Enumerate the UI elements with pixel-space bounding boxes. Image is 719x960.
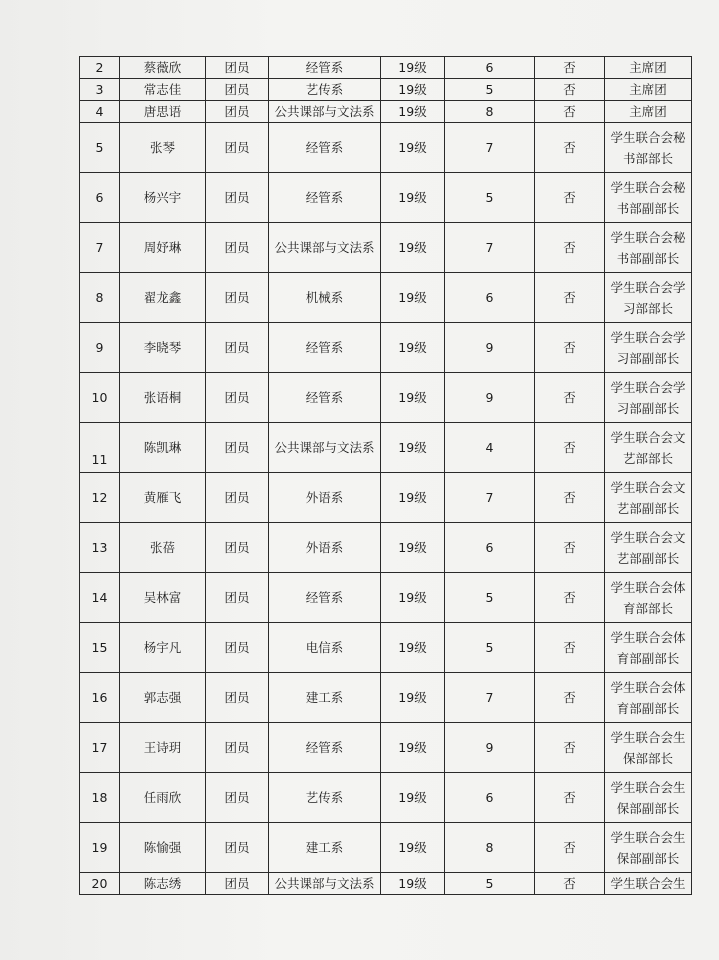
cell-flag: 否 bbox=[535, 57, 605, 79]
cell-department: 机械系 bbox=[269, 273, 381, 323]
cell-flag: 否 bbox=[535, 423, 605, 473]
cell-flag: 否 bbox=[535, 323, 605, 373]
cell-political-status: 团员 bbox=[206, 223, 269, 273]
cell-grade: 19级 bbox=[381, 223, 445, 273]
table-row bbox=[80, 573, 692, 623]
cell-flag: 否 bbox=[535, 523, 605, 573]
cell-grade: 19级 bbox=[381, 57, 445, 79]
cell-political-status: 团员 bbox=[206, 823, 269, 873]
cell-department: 公共课部与文法系 bbox=[269, 223, 381, 273]
roster-table bbox=[79, 56, 692, 895]
table-row bbox=[80, 101, 692, 123]
cell-index: 8 bbox=[80, 273, 120, 323]
cell-grade: 19级 bbox=[381, 673, 445, 723]
cell-index: 4 bbox=[80, 101, 120, 123]
cell-political-status: 团员 bbox=[206, 101, 269, 123]
cell-department: 经管系 bbox=[269, 373, 381, 423]
cell-department: 经管系 bbox=[269, 723, 381, 773]
table-row bbox=[80, 423, 692, 473]
cell-grade: 19级 bbox=[381, 623, 445, 673]
cell-grade: 19级 bbox=[381, 79, 445, 101]
cell-position: 学生联合会文艺部副部长 bbox=[605, 523, 692, 573]
cell-index: 20 bbox=[80, 873, 120, 895]
table-row bbox=[80, 223, 692, 273]
cell-count: 5 bbox=[445, 173, 535, 223]
cell-flag: 否 bbox=[535, 823, 605, 873]
cell-department: 经管系 bbox=[269, 173, 381, 223]
cell-index: 16 bbox=[80, 673, 120, 723]
cell-name: 李晓琴 bbox=[120, 323, 206, 373]
cell-count: 7 bbox=[445, 223, 535, 273]
cell-index: 18 bbox=[80, 773, 120, 823]
cell-grade: 19级 bbox=[381, 473, 445, 523]
cell-name: 王诗玥 bbox=[120, 723, 206, 773]
cell-name: 张语桐 bbox=[120, 373, 206, 423]
cell-index: 9 bbox=[80, 323, 120, 373]
table-row bbox=[80, 323, 692, 373]
cell-name: 黄雁飞 bbox=[120, 473, 206, 523]
cell-flag: 否 bbox=[535, 101, 605, 123]
cell-count: 6 bbox=[445, 273, 535, 323]
cell-position: 学生联合会生 bbox=[605, 873, 692, 895]
cell-count: 7 bbox=[445, 123, 535, 173]
cell-political-status: 团员 bbox=[206, 79, 269, 101]
cell-grade: 19级 bbox=[381, 123, 445, 173]
cell-name: 张琴 bbox=[120, 123, 206, 173]
cell-count: 9 bbox=[445, 373, 535, 423]
cell-department: 艺传系 bbox=[269, 79, 381, 101]
cell-department: 公共课部与文法系 bbox=[269, 873, 381, 895]
cell-name: 翟龙鑫 bbox=[120, 273, 206, 323]
cell-name: 周妤琳 bbox=[120, 223, 206, 273]
cell-index: 5 bbox=[80, 123, 120, 173]
cell-index: 14 bbox=[80, 573, 120, 623]
cell-position: 主席团 bbox=[605, 57, 692, 79]
table-row bbox=[80, 473, 692, 523]
cell-political-status: 团员 bbox=[206, 773, 269, 823]
cell-department: 公共课部与文法系 bbox=[269, 423, 381, 473]
cell-political-status: 团员 bbox=[206, 373, 269, 423]
table-row bbox=[80, 873, 692, 895]
cell-count: 9 bbox=[445, 323, 535, 373]
cell-flag: 否 bbox=[535, 873, 605, 895]
cell-position: 学生联合会生保部副部长 bbox=[605, 823, 692, 873]
cell-flag: 否 bbox=[535, 173, 605, 223]
cell-position: 学生联合会体育部副部长 bbox=[605, 673, 692, 723]
cell-flag: 否 bbox=[535, 123, 605, 173]
cell-count: 8 bbox=[445, 101, 535, 123]
cell-position: 学生联合会秘书部副部长 bbox=[605, 173, 692, 223]
cell-count: 5 bbox=[445, 573, 535, 623]
cell-position: 学生联合会体育部副部长 bbox=[605, 623, 692, 673]
table-row bbox=[80, 623, 692, 673]
cell-index: 11 bbox=[80, 423, 120, 473]
cell-name: 杨兴宇 bbox=[120, 173, 206, 223]
cell-grade: 19级 bbox=[381, 323, 445, 373]
cell-grade: 19级 bbox=[381, 823, 445, 873]
cell-index: 10 bbox=[80, 373, 120, 423]
cell-department: 外语系 bbox=[269, 473, 381, 523]
table-row bbox=[80, 523, 692, 573]
cell-grade: 19级 bbox=[381, 573, 445, 623]
cell-flag: 否 bbox=[535, 723, 605, 773]
cell-political-status: 团员 bbox=[206, 873, 269, 895]
table-row bbox=[80, 723, 692, 773]
cell-index: 17 bbox=[80, 723, 120, 773]
cell-count: 7 bbox=[445, 673, 535, 723]
cell-position: 主席团 bbox=[605, 101, 692, 123]
cell-position: 学生联合会文艺部部长 bbox=[605, 423, 692, 473]
cell-count: 5 bbox=[445, 873, 535, 895]
cell-index: 7 bbox=[80, 223, 120, 273]
cell-grade: 19级 bbox=[381, 723, 445, 773]
cell-position: 学生联合会秘书部副部长 bbox=[605, 223, 692, 273]
cell-count: 6 bbox=[445, 523, 535, 573]
cell-grade: 19级 bbox=[381, 101, 445, 123]
cell-count: 6 bbox=[445, 57, 535, 79]
cell-grade: 19级 bbox=[381, 523, 445, 573]
cell-department: 建工系 bbox=[269, 673, 381, 723]
cell-index: 19 bbox=[80, 823, 120, 873]
table-row bbox=[80, 273, 692, 323]
cell-count: 9 bbox=[445, 723, 535, 773]
cell-grade: 19级 bbox=[381, 373, 445, 423]
table-row bbox=[80, 79, 692, 101]
cell-flag: 否 bbox=[535, 79, 605, 101]
cell-name: 张蓓 bbox=[120, 523, 206, 573]
cell-political-status: 团员 bbox=[206, 123, 269, 173]
cell-political-status: 团员 bbox=[206, 673, 269, 723]
cell-grade: 19级 bbox=[381, 873, 445, 895]
cell-position: 学生联合会秘书部部长 bbox=[605, 123, 692, 173]
cell-department: 电信系 bbox=[269, 623, 381, 673]
cell-position: 学生联合会体育部部长 bbox=[605, 573, 692, 623]
cell-name: 任雨欣 bbox=[120, 773, 206, 823]
cell-grade: 19级 bbox=[381, 423, 445, 473]
cell-political-status: 团员 bbox=[206, 173, 269, 223]
cell-position: 学生联合会学习部部长 bbox=[605, 273, 692, 323]
roster-body bbox=[80, 57, 692, 895]
cell-political-status: 团员 bbox=[206, 273, 269, 323]
cell-flag: 否 bbox=[535, 573, 605, 623]
cell-flag: 否 bbox=[535, 373, 605, 423]
cell-index: 12 bbox=[80, 473, 120, 523]
cell-name: 陈志绣 bbox=[120, 873, 206, 895]
table-row bbox=[80, 173, 692, 223]
cell-index: 3 bbox=[80, 79, 120, 101]
table-row bbox=[80, 373, 692, 423]
cell-grade: 19级 bbox=[381, 173, 445, 223]
cell-department: 建工系 bbox=[269, 823, 381, 873]
cell-department: 公共课部与文法系 bbox=[269, 101, 381, 123]
cell-index: 15 bbox=[80, 623, 120, 673]
cell-political-status: 团员 bbox=[206, 473, 269, 523]
cell-department: 经管系 bbox=[269, 573, 381, 623]
cell-name: 陈凯琳 bbox=[120, 423, 206, 473]
cell-department: 艺传系 bbox=[269, 773, 381, 823]
cell-position: 学生联合会生保部副部长 bbox=[605, 773, 692, 823]
cell-name: 陈愉强 bbox=[120, 823, 206, 873]
cell-index: 13 bbox=[80, 523, 120, 573]
cell-index: 6 bbox=[80, 173, 120, 223]
cell-grade: 19级 bbox=[381, 773, 445, 823]
cell-count: 7 bbox=[445, 473, 535, 523]
cell-political-status: 团员 bbox=[206, 573, 269, 623]
cell-political-status: 团员 bbox=[206, 523, 269, 573]
cell-political-status: 团员 bbox=[206, 57, 269, 79]
cell-department: 经管系 bbox=[269, 57, 381, 79]
cell-flag: 否 bbox=[535, 673, 605, 723]
table-row bbox=[80, 823, 692, 873]
cell-flag: 否 bbox=[535, 773, 605, 823]
cell-count: 5 bbox=[445, 79, 535, 101]
cell-department: 经管系 bbox=[269, 123, 381, 173]
table-row bbox=[80, 773, 692, 823]
cell-position: 学生联合会学习部副部长 bbox=[605, 323, 692, 373]
table-row bbox=[80, 57, 692, 79]
cell-flag: 否 bbox=[535, 273, 605, 323]
cell-name: 常志佳 bbox=[120, 79, 206, 101]
cell-index: 2 bbox=[80, 57, 120, 79]
cell-political-status: 团员 bbox=[206, 723, 269, 773]
table-row bbox=[80, 673, 692, 723]
cell-flag: 否 bbox=[535, 223, 605, 273]
cell-flag: 否 bbox=[535, 623, 605, 673]
cell-political-status: 团员 bbox=[206, 423, 269, 473]
cell-name: 唐思语 bbox=[120, 101, 206, 123]
cell-position: 学生联合会文艺部副部长 bbox=[605, 473, 692, 523]
cell-name: 吴林富 bbox=[120, 573, 206, 623]
cell-department: 外语系 bbox=[269, 523, 381, 573]
cell-political-status: 团员 bbox=[206, 623, 269, 673]
cell-political-status: 团员 bbox=[206, 323, 269, 373]
cell-name: 蔡薇欣 bbox=[120, 57, 206, 79]
table-row bbox=[80, 123, 692, 173]
cell-position: 主席团 bbox=[605, 79, 692, 101]
cell-name: 杨宇凡 bbox=[120, 623, 206, 673]
cell-position: 学生联合会学习部副部长 bbox=[605, 373, 692, 423]
cell-count: 5 bbox=[445, 623, 535, 673]
cell-position: 学生联合会生保部部长 bbox=[605, 723, 692, 773]
cell-department: 经管系 bbox=[269, 323, 381, 373]
cell-name: 郭志强 bbox=[120, 673, 206, 723]
cell-flag: 否 bbox=[535, 473, 605, 523]
cell-grade: 19级 bbox=[381, 273, 445, 323]
cell-count: 4 bbox=[445, 423, 535, 473]
cell-count: 8 bbox=[445, 823, 535, 873]
cell-count: 6 bbox=[445, 773, 535, 823]
